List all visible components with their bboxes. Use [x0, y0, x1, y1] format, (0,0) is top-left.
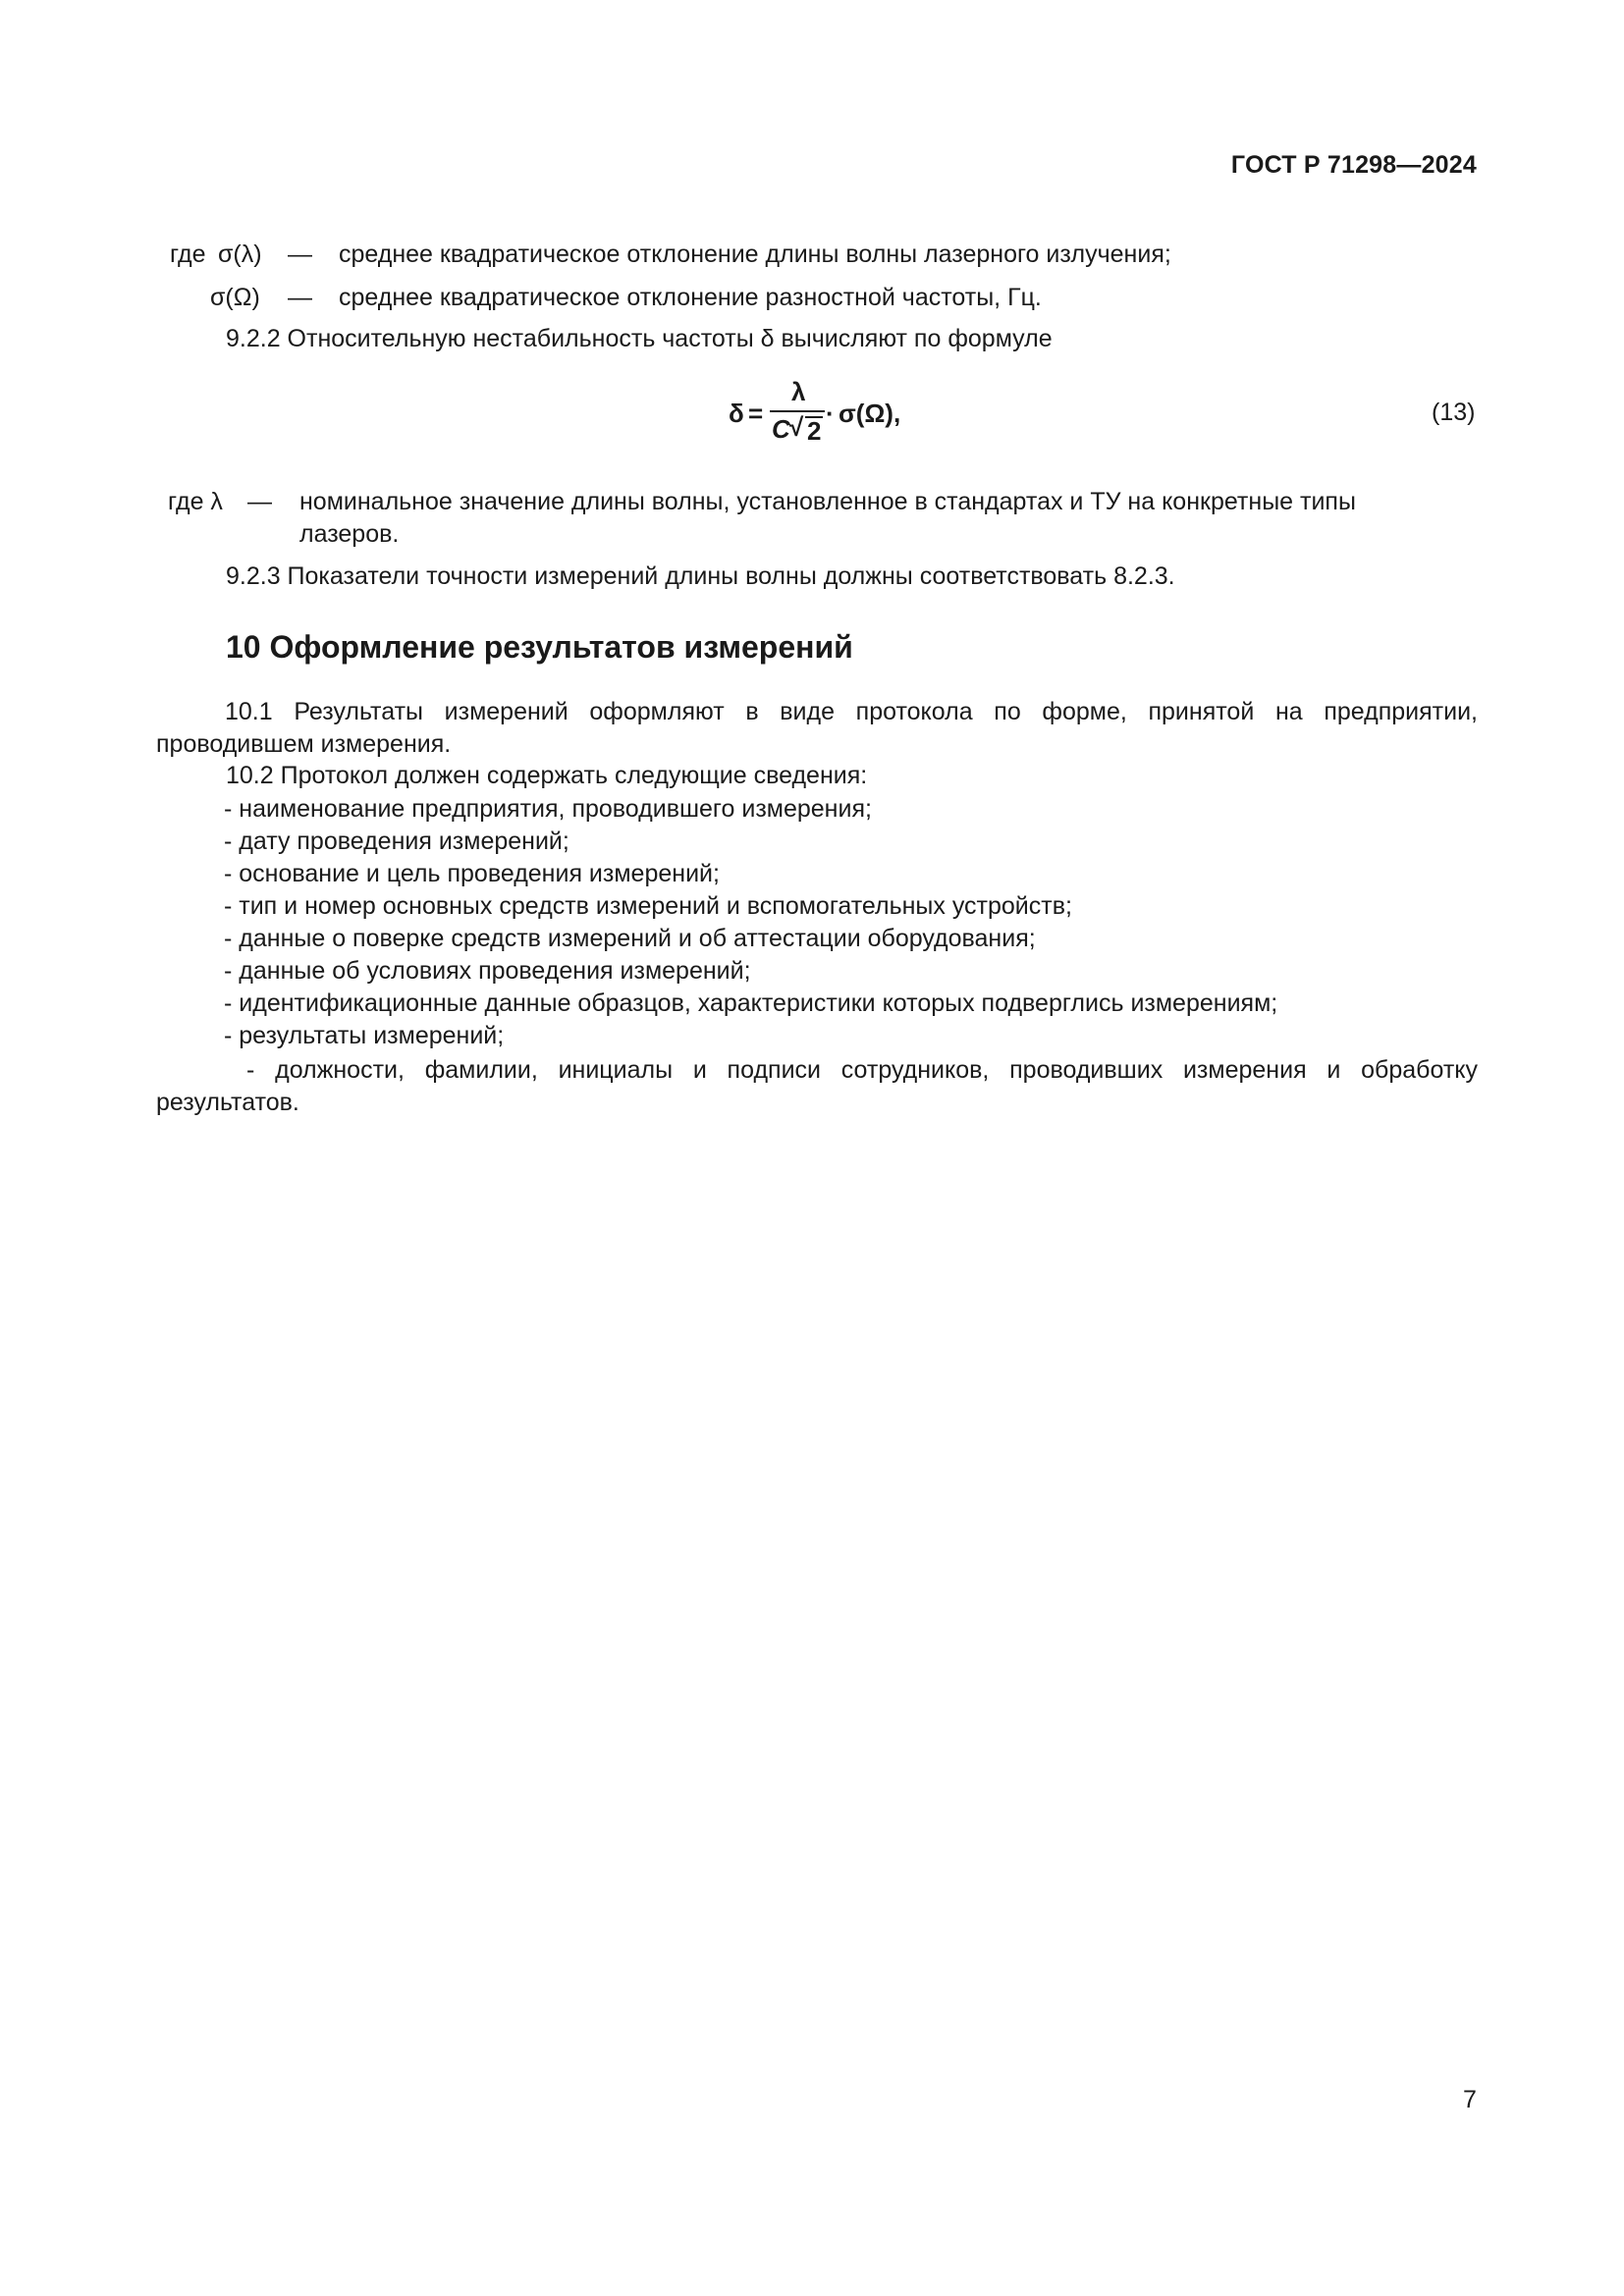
sqrt-sign: √ [789, 412, 804, 442]
paragraph-10-2: 10.2 Протокол должен содержать следующие сведения: [226, 762, 868, 789]
list-item: - дату проведения измерений; [224, 828, 569, 855]
list-item: - данные о поверке средств измерений и об аттестации оборудования; [224, 925, 1036, 952]
formula-number: (13) [1432, 399, 1476, 426]
list-item: - идентификационные данные образцов, характеристики которых подверглись измерениям; [224, 989, 1278, 1017]
paragraph-9-2-3: 9.2.3 Показатели точности измерений длины волны должны соответствовать 8.2.3. [226, 562, 1175, 590]
standard-id-header: ГОСТ Р 71298—2024 [1230, 151, 1477, 179]
where-description: среднее квадратическое отклонение длины волны лазерного излучения; [339, 240, 1171, 268]
formula-multiply-dot: · [826, 399, 835, 428]
where-description: номинальное значение длины волны, установленное в стандартах и ТУ на конкретные типы [299, 488, 1356, 515]
formula-sigma-omega: σ(Ω), [839, 399, 901, 428]
section-10-heading: 10 Оформление результатов измерений [226, 629, 853, 665]
where-dash: — [288, 284, 312, 311]
where-dash: — [247, 488, 272, 515]
list-item-last: - должности, фамилии, инициалы и подписи сотрудников, проводивших измерения и обработку результатов. [156, 1056, 1478, 1116]
where-prefix: где [170, 240, 206, 268]
where-dash: — [288, 240, 312, 268]
page-number: 7 [1463, 2086, 1477, 2113]
where-description: среднее квадратическое отклонение разностной частоты, Гц. [339, 284, 1042, 311]
list-item: - тип и номер основных средств измерений и вспомогательных устройств; [224, 892, 1072, 920]
where-symbol: σ(λ) [218, 240, 262, 268]
where-prefix-symbol: где λ [168, 488, 223, 515]
formula-equals: = [748, 399, 764, 428]
formula-numerator-lambda: λ [791, 377, 806, 406]
paragraph-10-1: 10.1 Результаты измерений оформляют в виде протокола по форме, принятой на предприятии, проводившем измерения. [156, 698, 1478, 758]
list-item: - наименование предприятия, проводившего измерения; [224, 795, 872, 823]
where-symbol: σ(Ω) [210, 284, 260, 311]
list-item: - основание и цель проведения измерений; [224, 860, 720, 887]
formula-denominator-c: C [772, 414, 790, 444]
formula-delta: δ [729, 399, 744, 428]
paragraph-9-2-2: 9.2.2 Относительную нестабильность частоты δ вычисляют по формуле [226, 325, 1053, 352]
list-item: - данные об условиях проведения измерений; [224, 957, 751, 985]
list-item: - результаты измерений; [224, 1022, 505, 1049]
where-description-continued: лазеров. [299, 520, 400, 548]
sqrt-argument: 2 [807, 416, 822, 446]
